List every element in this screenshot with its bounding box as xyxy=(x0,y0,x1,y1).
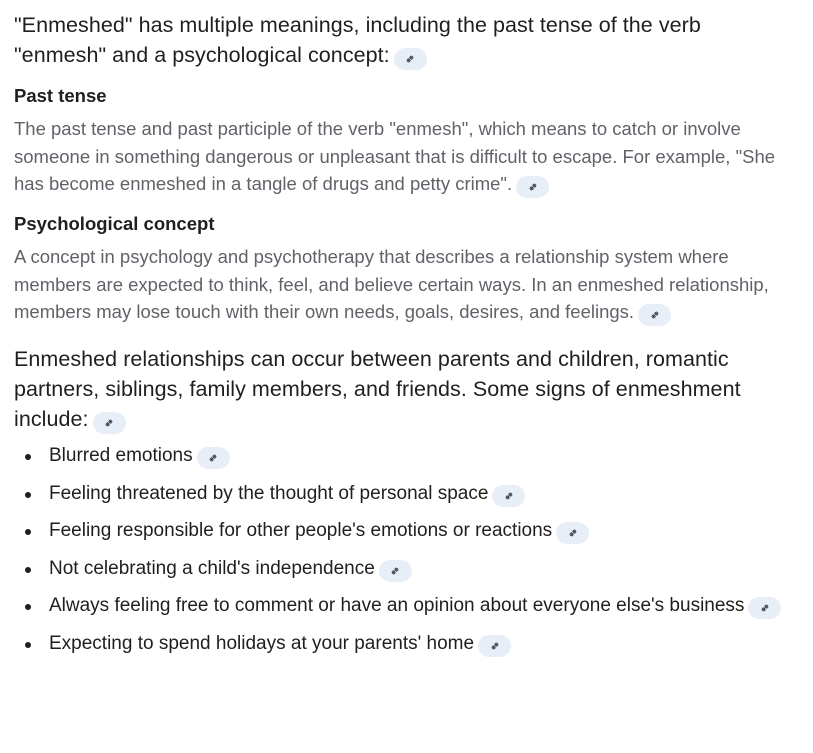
section-title: Past tense xyxy=(14,85,107,106)
link-icon xyxy=(207,452,219,464)
section-title: Psychological concept xyxy=(14,213,215,234)
source-link-chip[interactable] xyxy=(478,635,511,657)
list-item xyxy=(14,555,799,583)
list-item xyxy=(14,517,799,545)
list-item xyxy=(14,592,799,620)
signs-intro-text: Enmeshed relationships can occur between parents and children, romantic partners, siblings, family members, and friends. Some signs of enmeshment include: xyxy=(14,347,741,431)
section-psychological-concept xyxy=(14,212,799,326)
intro-paragraph xyxy=(14,10,799,70)
list-item-text: Blurred emotions xyxy=(49,445,193,466)
section-body xyxy=(14,243,799,326)
link-icon xyxy=(489,640,501,652)
section-body-text: A concept in psychology and psychotherapy that describes a relationship system where members are expected to think, feel, and believe certain ways. In an enmeshed relationship, members may lose touch with their own needs, goals, desires, and feelings. xyxy=(14,246,769,322)
list-item-text: Feeling threatened by the thought of personal space xyxy=(49,482,489,504)
link-icon xyxy=(503,490,515,502)
link-icon xyxy=(567,527,579,539)
link-icon xyxy=(527,181,539,193)
list-item xyxy=(14,480,799,508)
intro-text: "Enmeshed" has multiple meanings, including the past tense of the verb "enmesh" and a psychological concept: xyxy=(14,13,701,67)
source-link-chip[interactable] xyxy=(492,485,525,507)
section-body-text: The past tense and past participle of the verb "enmesh", which means to catch or involve someone in something dangerous or unpleasant that is difficult to escape. For example, "She has become enmeshed in a tangle of drugs and petty crime". xyxy=(14,118,776,194)
signs-list xyxy=(14,442,799,658)
link-icon xyxy=(389,565,401,577)
source-link-chip[interactable] xyxy=(394,48,427,70)
source-link-chip[interactable] xyxy=(638,304,671,326)
list-item xyxy=(14,630,799,658)
list-item-text: Not celebrating a child's independence xyxy=(49,557,375,579)
link-icon xyxy=(759,602,771,614)
source-link-chip[interactable] xyxy=(516,176,549,198)
section-past-tense xyxy=(14,84,799,198)
section-body xyxy=(14,115,799,198)
list-item-text: Expecting to spend holidays at your parents' home xyxy=(49,632,475,654)
link-icon xyxy=(103,417,115,429)
source-link-chip[interactable] xyxy=(93,412,126,434)
link-icon xyxy=(404,53,416,65)
list-item-text: Always feeling free to comment or have an opinion about everyone else's business xyxy=(49,595,745,616)
source-link-chip[interactable] xyxy=(556,522,589,544)
source-link-chip[interactable] xyxy=(748,597,781,619)
signs-intro-paragraph xyxy=(14,344,799,434)
list-item xyxy=(14,442,799,470)
list-item-text: Feeling responsible for other people's emotions or reactions xyxy=(49,520,553,541)
link-icon xyxy=(649,309,661,321)
source-link-chip[interactable] xyxy=(379,560,412,582)
source-link-chip[interactable] xyxy=(197,447,230,469)
